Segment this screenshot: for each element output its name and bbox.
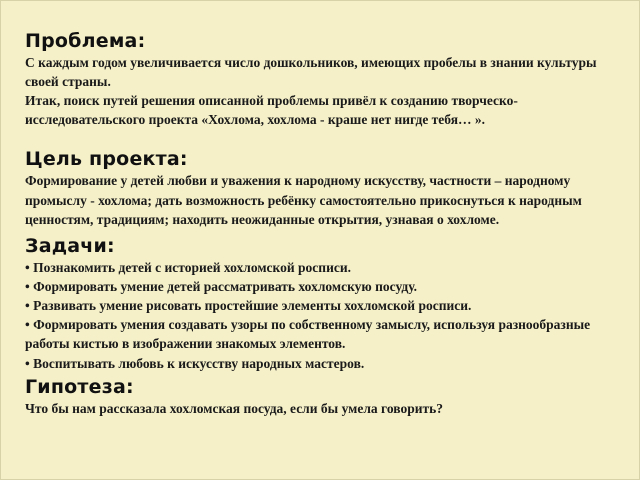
problem-text-1: С каждым годом увеличивается число дошкольников, имеющих пробелы в знании культуры своей страны.	[25, 55, 597, 89]
task-item: • Формировать умения создавать узоры по собственному замыслу, используя разнообразные работы кистью в изображении знакомых элементов.	[25, 315, 621, 353]
problem-heading: Проблема:	[25, 30, 146, 52]
task-item: • Познакомить детей с историей хохломской росписи.	[25, 258, 621, 277]
problem-text-2: Итак, поиск путей решения описанной проблемы привёл к созданию творческо-исследовательского проекта «Хохлома, хохлома - краше нет нигде тебя… ».	[25, 93, 518, 127]
goal-text: Формирование у детей любви и уважения к народному искусству, частности – народному промыслу - хохлома; дать возможность ребёнку самостоятельно прикоснуться к народным ценностям, традициям; находить неожиданные открытия, узнавая о хохломе.	[25, 173, 582, 227]
tasks-list	[25, 258, 621, 373]
tasks-heading: Задачи:	[25, 234, 115, 257]
task-item: • Формировать умение детей рассматривать хохломскую посуду.	[25, 277, 621, 296]
task-item: • Воспитывать любовь к искусству народных мастеров.	[25, 354, 621, 373]
task-item: • Развивать умение рисовать простейшие элементы хохломской росписи.	[25, 296, 621, 315]
slide-content	[25, 29, 621, 418]
spacer	[25, 129, 621, 147]
goal-heading: Цель проекта:	[25, 148, 188, 170]
hypothesis-text: Что бы нам рассказала хохломская посуда, если бы умела говорить?	[25, 400, 443, 416]
hypothesis-heading: Гипотеза:	[25, 375, 134, 398]
